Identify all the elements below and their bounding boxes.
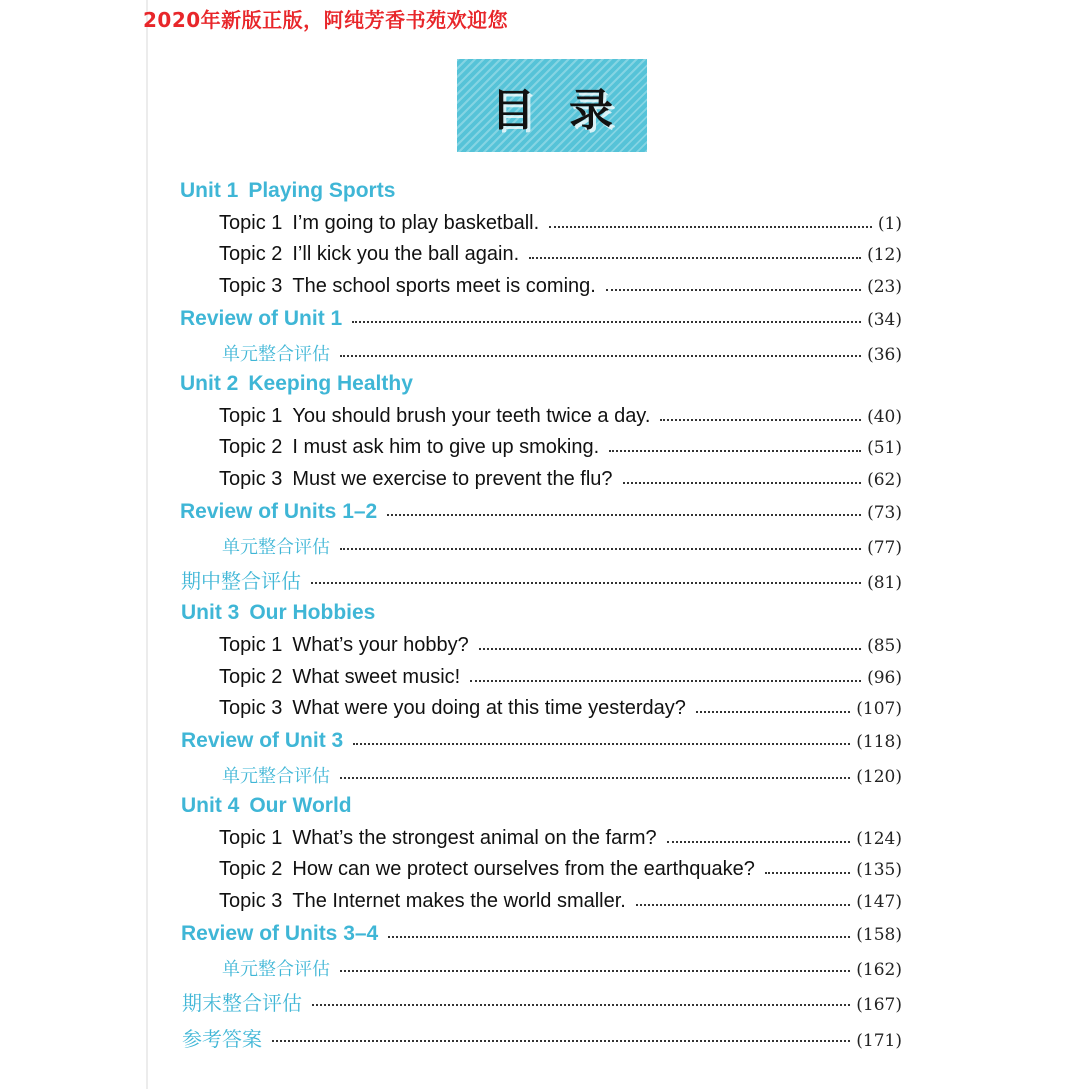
review-title: Review of Units 1–2 bbox=[180, 500, 378, 523]
topic-title: The Internet makes the world smaller. bbox=[292, 890, 626, 912]
toc-review-entry[interactable] bbox=[180, 307, 902, 331]
unit-number: Unit 1 bbox=[180, 179, 239, 202]
dot-leader bbox=[470, 680, 861, 682]
title-box bbox=[457, 59, 647, 152]
page-title: 目录 bbox=[491, 84, 647, 136]
dot-leader bbox=[660, 419, 861, 421]
page-number: (135) bbox=[856, 860, 902, 880]
topic-title: I’ll kick you the ball again. bbox=[292, 243, 520, 265]
dot-leader bbox=[312, 1004, 850, 1006]
topic-title: What sweet music! bbox=[292, 666, 461, 688]
topic-label: Topic 1 bbox=[219, 405, 283, 427]
toc-review-entry[interactable] bbox=[180, 500, 902, 524]
toc-answers-entry[interactable] bbox=[182, 1023, 902, 1052]
unit-number: Unit 3 bbox=[181, 601, 240, 624]
review-title: Review of Unit 1 bbox=[180, 307, 343, 330]
topic-label: Topic 2 bbox=[219, 666, 283, 688]
toc-entry[interactable] bbox=[219, 275, 902, 298]
page-number: (23) bbox=[867, 277, 902, 297]
review-title: Review of Units 3–4 bbox=[181, 922, 379, 945]
topic-label: Topic 1 bbox=[219, 634, 283, 656]
page-number: (1) bbox=[877, 214, 902, 234]
page-number: (77) bbox=[867, 538, 902, 558]
unit-heading bbox=[181, 601, 375, 625]
unit-title: Playing Sports bbox=[248, 179, 396, 202]
page-number: (118) bbox=[856, 732, 902, 752]
topic-title: What were you doing at this time yesterday? bbox=[292, 697, 686, 719]
page-number: (12) bbox=[867, 245, 902, 265]
dot-leader bbox=[387, 514, 861, 516]
page-number: (40) bbox=[867, 407, 902, 427]
dot-leader bbox=[529, 257, 861, 259]
topic-label: Topic 1 bbox=[219, 212, 283, 234]
page-number: (96) bbox=[867, 668, 902, 688]
unit-title: Keeping Healthy bbox=[248, 372, 413, 395]
assessment-title: 单元整合评估 bbox=[222, 344, 330, 365]
page-number: (120) bbox=[856, 767, 902, 787]
assessment-title: 期中整合评估 bbox=[181, 569, 301, 593]
assessment-title: 期末整合评估 bbox=[182, 991, 302, 1015]
unit-heading bbox=[180, 179, 395, 203]
toc-entry[interactable] bbox=[219, 436, 902, 459]
dot-leader bbox=[549, 226, 872, 228]
topic-label: Topic 3 bbox=[219, 697, 283, 719]
topic-title: I must ask him to give up smoking. bbox=[292, 436, 600, 458]
topic-title: How can we protect ourselves from the earthquake? bbox=[292, 858, 755, 880]
review-title: Review of Unit 3 bbox=[181, 729, 344, 752]
assessment-title: 单元整合评估 bbox=[222, 959, 330, 980]
dot-leader bbox=[311, 582, 861, 584]
dot-leader bbox=[765, 872, 850, 874]
toc-entry[interactable] bbox=[219, 468, 902, 491]
page-number: (36) bbox=[867, 345, 902, 365]
dot-leader bbox=[606, 289, 861, 291]
topic-label: Topic 3 bbox=[219, 890, 283, 912]
dot-leader bbox=[340, 970, 850, 972]
dot-leader bbox=[479, 648, 861, 650]
topic-label: Topic 3 bbox=[219, 468, 283, 490]
dot-leader bbox=[340, 777, 850, 779]
page-number: (85) bbox=[867, 636, 902, 656]
page-number: (167) bbox=[856, 995, 902, 1015]
unit-title: Our World bbox=[249, 794, 352, 817]
dot-leader bbox=[352, 321, 861, 323]
toc-assessment-entry[interactable] bbox=[222, 762, 902, 788]
dot-leader bbox=[340, 548, 861, 550]
dot-leader bbox=[696, 711, 850, 713]
topic-label: Topic 2 bbox=[219, 243, 283, 265]
toc-entry[interactable] bbox=[219, 890, 902, 913]
topic-title: Must we exercise to prevent the flu? bbox=[292, 468, 613, 490]
page-number: (124) bbox=[856, 829, 902, 849]
assessment-title: 单元整合评估 bbox=[222, 766, 330, 787]
topic-title: What’s your hobby? bbox=[292, 634, 469, 656]
toc-review-entry[interactable] bbox=[181, 729, 902, 753]
toc-entry[interactable] bbox=[219, 697, 902, 720]
page-number: (62) bbox=[867, 470, 902, 490]
assessment-title: 单元整合评估 bbox=[222, 537, 330, 558]
toc-entry[interactable] bbox=[219, 858, 902, 881]
topic-title: You should brush your teeth twice a day. bbox=[292, 405, 651, 427]
toc-entry[interactable] bbox=[219, 405, 902, 428]
page-number: (162) bbox=[856, 960, 902, 980]
page-number: (171) bbox=[856, 1031, 902, 1051]
toc-entry[interactable] bbox=[219, 666, 902, 689]
unit-heading bbox=[180, 372, 413, 396]
page-number: (147) bbox=[856, 892, 902, 912]
page-number: (34) bbox=[867, 310, 902, 330]
page-number: (107) bbox=[856, 699, 902, 719]
banner-text: 2020年新版正版，阿纯芳香书苑欢迎您 bbox=[143, 8, 509, 32]
toc-entry[interactable] bbox=[219, 634, 902, 657]
toc-entry[interactable] bbox=[219, 243, 902, 266]
dot-leader bbox=[623, 482, 862, 484]
topic-label: Topic 2 bbox=[219, 436, 283, 458]
toc-final-entry[interactable] bbox=[182, 987, 902, 1016]
toc-entry[interactable] bbox=[219, 827, 902, 850]
toc-assessment-entry[interactable] bbox=[222, 533, 902, 559]
page-number: (158) bbox=[856, 925, 902, 945]
toc-assessment-entry[interactable] bbox=[222, 340, 902, 366]
page-number: (81) bbox=[867, 573, 902, 593]
unit-heading bbox=[181, 794, 352, 818]
page-number: (73) bbox=[867, 503, 902, 523]
dot-leader bbox=[353, 743, 850, 745]
dot-leader bbox=[667, 841, 851, 843]
page-number: (51) bbox=[867, 438, 902, 458]
dot-leader bbox=[636, 904, 850, 906]
unit-number: Unit 4 bbox=[181, 794, 240, 817]
topic-label: Topic 3 bbox=[219, 275, 283, 297]
topic-title: The school sports meet is coming. bbox=[292, 275, 596, 297]
topic-title: I’m going to play basketball. bbox=[292, 212, 540, 234]
dot-leader bbox=[272, 1040, 850, 1042]
toc-entry[interactable] bbox=[219, 212, 902, 235]
topic-label: Topic 1 bbox=[219, 827, 283, 849]
dot-leader bbox=[388, 936, 850, 938]
answers-title: 参考答案 bbox=[182, 1027, 262, 1051]
topic-label: Topic 2 bbox=[219, 858, 283, 880]
page-edge bbox=[146, 0, 148, 1089]
unit-title: Our Hobbies bbox=[249, 601, 376, 624]
toc-review-entry[interactable] bbox=[181, 922, 902, 946]
unit-number: Unit 2 bbox=[180, 372, 239, 395]
toc-midterm-entry[interactable] bbox=[181, 565, 902, 594]
toc-assessment-entry[interactable] bbox=[222, 955, 902, 981]
dot-leader bbox=[609, 450, 861, 452]
topic-title: What’s the strongest animal on the farm? bbox=[292, 827, 657, 849]
dot-leader bbox=[340, 355, 861, 357]
